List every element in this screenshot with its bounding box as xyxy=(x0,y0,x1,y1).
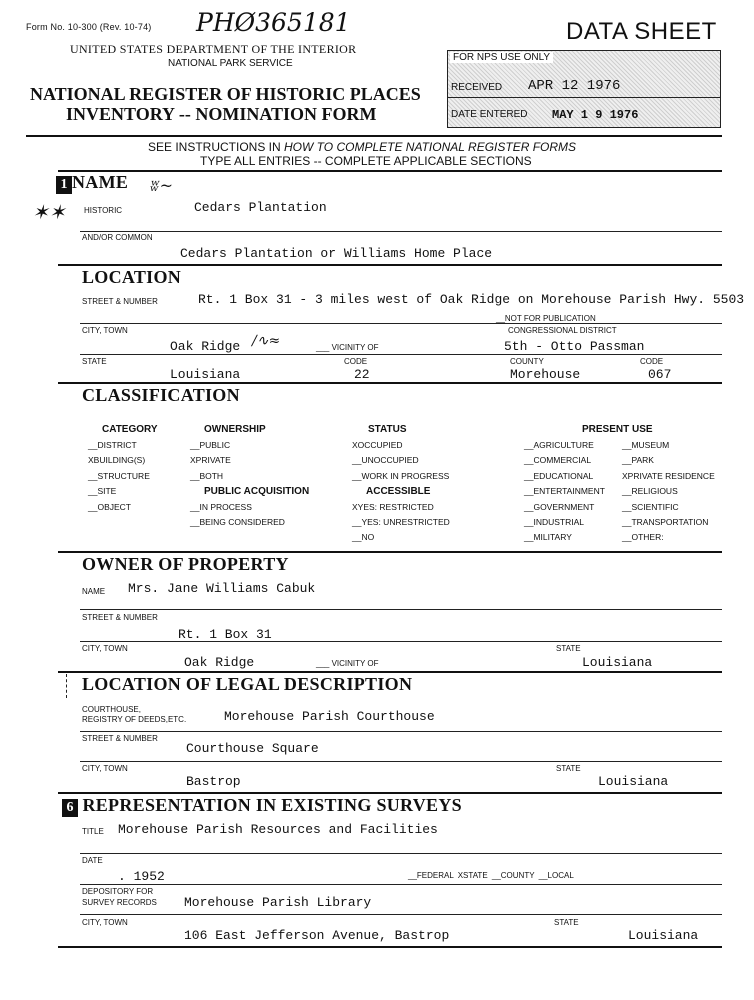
owner-street-label: STREET & NUMBER xyxy=(82,613,158,622)
acquisition-option: __IN PROCESS xyxy=(190,501,252,512)
legal-city-label: CITY, TOWN xyxy=(82,764,128,773)
present-use-option: __ENTERTAINMENT xyxy=(524,486,605,497)
present-use-heading: PRESENT USE xyxy=(582,424,653,435)
category-options xyxy=(88,438,150,515)
present-use-option: __MUSEUM xyxy=(622,440,670,450)
field-rule xyxy=(80,231,722,232)
legal-description-heading: LOCATION OF LEGAL DESCRIPTION xyxy=(82,674,413,694)
legal-street-label: STREET & NUMBER xyxy=(82,734,158,743)
status-options xyxy=(352,438,450,546)
classification-heading: CLASSIFICATION xyxy=(82,385,240,405)
present-use-option: __AGRICULTURE xyxy=(524,440,594,450)
county-label: COUNTY xyxy=(510,357,544,366)
vicinity-of-label: ___ VICINITY OF xyxy=(316,343,379,352)
instructions-line1: SEE INSTRUCTIONS IN HOW TO COMPLETE NATIONAL REGISTER FORMS xyxy=(148,140,577,154)
field-rule xyxy=(80,641,722,642)
city-town-label: CITY, TOWN xyxy=(82,326,128,335)
historic-name-value: Cedars Plantation xyxy=(194,200,327,215)
nps-header: FOR NPS USE ONLY xyxy=(450,52,553,63)
present-use-option: __GOVERNMENT xyxy=(524,501,595,512)
date-entered-label: DATE ENTERED xyxy=(451,109,528,120)
field-rule xyxy=(80,731,722,732)
category-option: __DISTRICT xyxy=(88,440,137,450)
present-use-option: __INDUSTRIAL xyxy=(524,517,584,528)
owner-state-value: Louisiana xyxy=(582,655,653,670)
status-option: XOCCUPIED xyxy=(352,440,403,450)
present-use-option: __OTHER: xyxy=(622,532,664,543)
present-use-option: __SCIENTIFIC xyxy=(622,501,679,512)
location-city-value: Oak Ridge xyxy=(170,339,241,354)
status-column xyxy=(368,422,407,437)
accessible-heading: ACCESSIBLE xyxy=(366,486,431,498)
section-rule-owner xyxy=(58,551,722,553)
location-street-value: Rt. 1 Box 31 - 3 miles west of Oak Ridge on Morehouse Parish Hwy. 5503 xyxy=(198,292,745,307)
congressional-district-label: CONGRESSIONAL DISTRICT xyxy=(508,326,617,335)
status-heading: STATUS xyxy=(368,424,407,435)
depository-label-line2: SURVEY RECORDS xyxy=(82,898,157,907)
survey-levels: __FEDERAL XSTATE __COUNTY __LOCAL xyxy=(408,871,574,880)
congressional-district-value: 5th - Otto Passman xyxy=(504,339,645,354)
survey-title-label: TITLE xyxy=(82,827,104,836)
common-name-label: AND/OR COMMON xyxy=(82,233,153,242)
present-use-option: __EDUCATIONAL xyxy=(524,470,594,481)
category-option: __STRUCTURE xyxy=(88,470,150,481)
field-rule xyxy=(80,354,722,355)
present-use-left-options xyxy=(524,438,605,546)
section-6-heading: 6 REPRESENTATION IN EXISTING SURVEYS xyxy=(62,795,462,817)
status-option: __WORK IN PROGRESS xyxy=(352,470,450,481)
present-use-option: __PARK xyxy=(622,455,654,466)
location-street-label: STREET & NUMBER xyxy=(82,297,158,306)
section-rule-classification xyxy=(58,382,722,384)
category-option: __SITE xyxy=(88,486,117,497)
legal-city-value: Bastrop xyxy=(186,774,241,789)
owner-vicinity-label: ___ VICINITY OF xyxy=(316,659,379,668)
header-rule xyxy=(26,135,722,137)
county-code-label: CODE xyxy=(640,357,664,366)
handwritten-mark-icon: ∕∿≈ xyxy=(252,333,281,349)
survey-city-value: 106 East Jefferson Avenue, Bastrop xyxy=(184,928,450,943)
received-date-stamp: APR 12 1976 xyxy=(528,78,621,94)
date-entered-stamp: MAY 1 9 1976 xyxy=(552,108,639,122)
legal-street-value: Courthouse Square xyxy=(186,741,319,756)
historic-label: HISTORIC xyxy=(84,206,123,215)
handwritten-star-icon: ✶✶ xyxy=(32,200,66,224)
state-code-value: 22 xyxy=(354,367,370,382)
form-title-line2: INVENTORY -- NOMINATION FORM xyxy=(66,104,377,124)
common-name-value: Cedars Plantation or Williams Home Place xyxy=(180,246,493,261)
owner-name-label: NAME xyxy=(82,587,106,596)
owner-name-value: Mrs. Jane Williams Cabuk xyxy=(128,581,316,596)
handwritten-reference-number: PHØ365181 xyxy=(196,8,351,37)
survey-date-label: DATE xyxy=(82,856,103,865)
state-label: STATE xyxy=(82,357,107,366)
acquisition-option: __BEING CONSIDERED xyxy=(190,517,285,528)
owner-street-value: Rt. 1 Box 31 xyxy=(178,627,272,642)
form-title-line1: NATIONAL REGISTER OF HISTORIC PLACES xyxy=(30,84,421,104)
category-option: XBUILDING(S) xyxy=(88,455,146,466)
not-for-publication: __NOT FOR PUBLICATION xyxy=(496,314,596,323)
location-heading: LOCATION xyxy=(82,267,182,287)
present-use-right-options xyxy=(622,438,715,546)
field-rule xyxy=(80,761,722,762)
survey-city-label: CITY, TOWN xyxy=(82,918,128,927)
present-use-option: __COMMERCIAL xyxy=(524,455,592,466)
received-label: RECEIVED xyxy=(451,82,503,93)
legal-state-label: STATE xyxy=(556,764,581,773)
field-rule xyxy=(80,853,722,854)
category-column xyxy=(102,422,158,437)
survey-state-label: STATE xyxy=(554,918,579,927)
status-option: __UNOCCUPIED xyxy=(352,455,419,466)
public-acquisition-heading: PUBLIC ACQUISITION xyxy=(204,486,310,498)
county-code-value: 067 xyxy=(648,367,672,382)
accessible-option: XYES: RESTRICTED xyxy=(352,501,434,512)
depository-label-line1: DEPOSITORY FOR xyxy=(82,887,154,896)
ownership-options xyxy=(190,438,309,530)
accessible-option: __YES: UNRESTRICTED xyxy=(352,517,450,528)
field-rule xyxy=(80,914,722,915)
legal-state-value: Louisiana xyxy=(598,774,669,789)
category-option: __OBJECT xyxy=(88,501,131,512)
section-rule-name xyxy=(58,170,722,172)
survey-date-value: . 1952 xyxy=(118,869,165,884)
ownership-option: __PUBLIC xyxy=(190,440,231,450)
ownership-heading: OWNERSHIP xyxy=(204,424,266,435)
owner-state-label: STATE xyxy=(556,644,581,653)
instructions-line2: TYPE ALL ENTRIES -- COMPLETE APPLICABLE SECTIONS xyxy=(200,154,532,168)
form-number: Form No. 10-300 (Rev. 10-74) xyxy=(26,22,152,32)
present-use-option: __RELIGIOUS xyxy=(622,486,678,497)
section-1-heading: 1 NAME xyxy=(56,172,128,194)
courthouse-label-line1: COURTHOUSE, xyxy=(82,705,141,714)
ownership-option: XPRIVATE xyxy=(190,455,231,466)
stamp-divider xyxy=(448,97,720,98)
owner-heading: OWNER OF PROPERTY xyxy=(82,554,289,574)
field-rule xyxy=(80,884,722,885)
survey-title-value: Morehouse Parish Resources and Facilities xyxy=(118,822,438,837)
ownership-option: __BOTH xyxy=(190,470,224,481)
field-rule xyxy=(80,609,722,610)
bottom-rule xyxy=(58,946,722,948)
depository-value: Morehouse Parish Library xyxy=(184,895,372,910)
section-rule-surveys xyxy=(58,792,722,794)
department-name: UNITED STATES DEPARTMENT OF THE INTERIOR xyxy=(70,42,357,56)
courthouse-value: Morehouse Parish Courthouse xyxy=(224,709,435,724)
nps-use-only-box xyxy=(447,50,721,128)
margin-mark xyxy=(66,674,67,698)
service-name: NATIONAL PARK SERVICE xyxy=(168,58,293,69)
code-label: CODE xyxy=(344,357,368,366)
section-number-badge: 1 xyxy=(56,176,72,194)
survey-state-value: Louisiana xyxy=(628,928,699,943)
handwritten-mark-icon: ʬ~ xyxy=(150,176,173,195)
section-rule-location xyxy=(58,264,722,266)
category-heading: CATEGORY xyxy=(102,424,158,435)
ownership-column xyxy=(204,422,266,437)
present-use-column xyxy=(582,422,653,437)
accessible-option: __NO xyxy=(352,532,375,543)
section-rule-legal xyxy=(58,671,722,673)
courthouse-label-line2: REGISTRY OF DEEDS,ETC. xyxy=(82,715,187,724)
data-sheet-label: DATA SHEET xyxy=(566,18,717,45)
county-value: Morehouse xyxy=(510,367,581,382)
present-use-option: __MILITARY xyxy=(524,532,572,543)
present-use-option: XPRIVATE RESIDENCE xyxy=(622,470,715,481)
section-number-badge: 6 xyxy=(62,799,78,817)
location-state-value: Louisiana xyxy=(170,367,241,382)
owner-city-label: CITY, TOWN xyxy=(82,644,128,653)
owner-city-value: Oak Ridge xyxy=(184,655,255,670)
field-rule xyxy=(80,323,722,324)
present-use-option: __TRANSPORTATION xyxy=(622,517,709,528)
